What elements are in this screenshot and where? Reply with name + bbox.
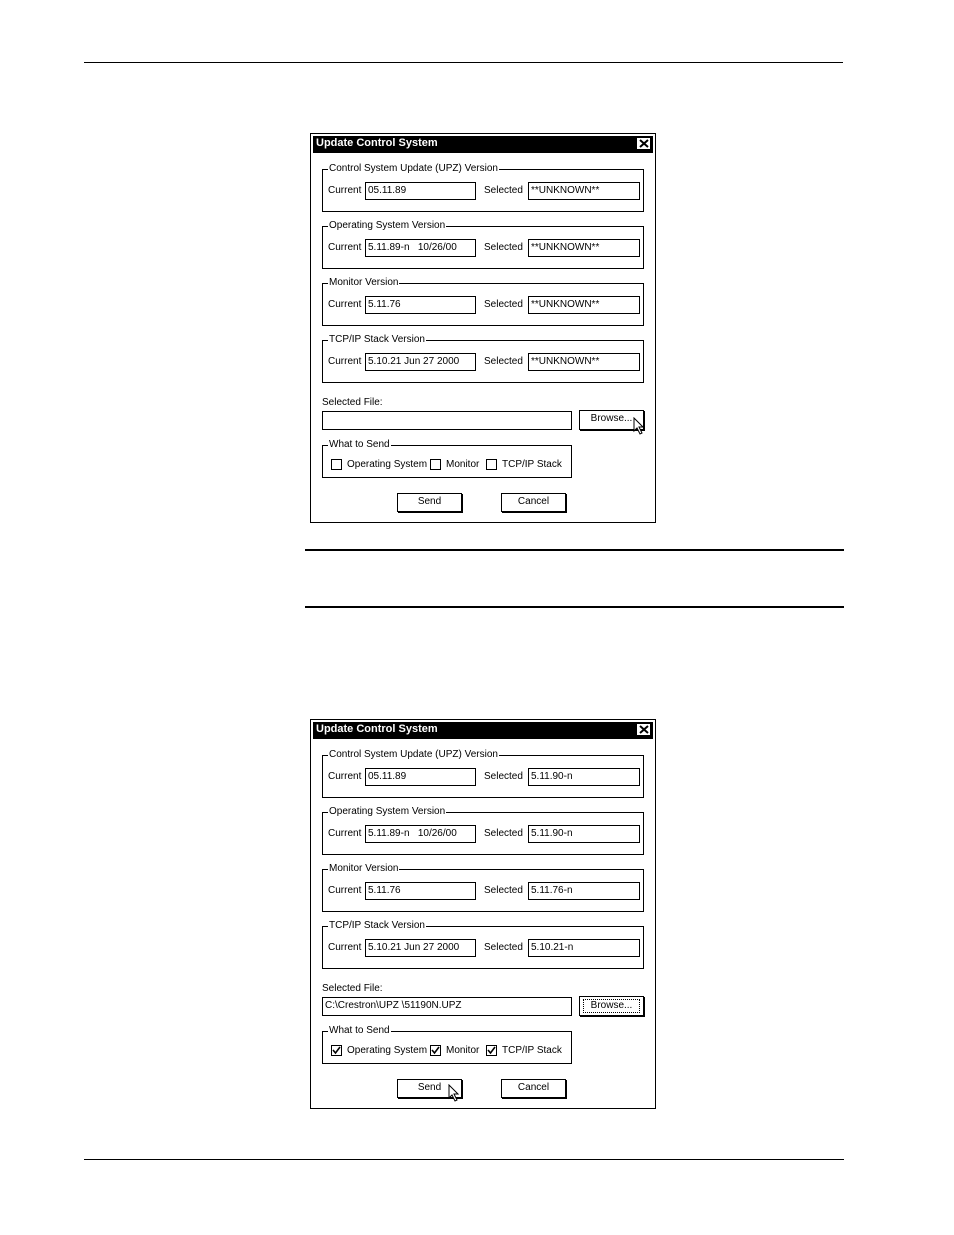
selected-upz-version-field[interactable]: 5.11.90-n xyxy=(528,768,640,786)
group-legend: TCP/IP Stack Version xyxy=(329,920,425,931)
close-button[interactable] xyxy=(637,724,650,735)
upz-version-group xyxy=(322,749,644,798)
checkbox-box[interactable] xyxy=(486,459,497,470)
group-legend: Operating System Version xyxy=(329,806,446,817)
group-legend: Monitor Version xyxy=(329,277,399,288)
os-version-group xyxy=(322,220,644,269)
mouse-cursor-icon xyxy=(448,1084,460,1102)
selected-tcpip-version-field[interactable]: 5.10.21-n xyxy=(528,939,640,957)
selected-tcpip-version-field[interactable]: **UNKNOWN** xyxy=(528,353,640,371)
monitor-version-group xyxy=(322,863,644,912)
current-label: Current xyxy=(328,185,362,196)
current-label: Current xyxy=(328,942,362,953)
os-version-group xyxy=(322,806,644,855)
footer-rule xyxy=(84,1159,844,1160)
update-control-system-dialog xyxy=(310,133,656,523)
header-rule xyxy=(84,62,843,63)
group-legend: Operating System Version xyxy=(329,220,446,231)
checkbox-label: Operating System xyxy=(347,459,428,470)
current-monitor-version-field[interactable]: 5.11.76 xyxy=(365,882,476,900)
current-label: Current xyxy=(328,356,362,367)
group-legend: Monitor Version xyxy=(329,863,399,874)
group-legend: TCP/IP Stack Version xyxy=(329,334,425,345)
selected-os-version-field[interactable]: 5.11.90-n xyxy=(528,825,640,843)
group-legend: What to Send xyxy=(329,1025,390,1036)
dialog-title: Update Control System xyxy=(316,137,438,149)
checkmark-icon xyxy=(431,1046,440,1055)
selected-file-field[interactable] xyxy=(322,411,572,430)
close-icon xyxy=(639,725,649,734)
mouse-cursor-icon xyxy=(633,417,645,435)
checkmark-icon xyxy=(487,1046,496,1055)
tcpip-version-group xyxy=(322,920,644,969)
group-legend: Control System Update (UPZ) Version xyxy=(329,749,498,760)
current-monitor-version-field[interactable]: 5.11.76 xyxy=(365,296,476,314)
checkbox-box[interactable] xyxy=(486,1045,497,1056)
current-label: Current xyxy=(328,299,362,310)
what-to-send-group xyxy=(322,1025,572,1064)
browse-button[interactable] xyxy=(579,996,644,1016)
cancel-button[interactable]: Cancel xyxy=(501,1079,566,1098)
current-os-version-field[interactable]: 5.11.89-n 10/26/00 xyxy=(365,825,476,843)
close-icon xyxy=(639,139,649,148)
selected-label: Selected xyxy=(484,885,523,896)
send-button[interactable]: Send xyxy=(397,1079,462,1098)
checkbox-box[interactable] xyxy=(430,1045,441,1056)
selected-label: Selected xyxy=(484,356,523,367)
selected-monitor-version-field[interactable]: 5.11.76-n xyxy=(528,882,640,900)
upz-version-group xyxy=(322,163,644,212)
current-upz-version-field[interactable]: 05.11.89 xyxy=(365,768,476,786)
dialog-title: Update Control System xyxy=(316,723,438,735)
selected-file-label: Selected File: xyxy=(322,983,383,994)
note-rule-bottom xyxy=(305,606,844,608)
checkbox-label: Monitor xyxy=(446,459,480,470)
note-rule-top xyxy=(305,549,844,551)
what-to-send-group xyxy=(322,439,572,478)
checkbox-label: TCP/IP Stack xyxy=(502,1045,562,1056)
selected-label: Selected xyxy=(484,828,523,839)
current-label: Current xyxy=(328,242,362,253)
send-button[interactable]: Send xyxy=(397,493,462,512)
current-label: Current xyxy=(328,828,362,839)
current-tcpip-version-field[interactable]: 5.10.21 Jun 27 2000 xyxy=(365,939,476,957)
selected-label: Selected xyxy=(484,771,523,782)
title-bar[interactable] xyxy=(313,136,653,153)
current-tcpip-version-field[interactable]: 5.10.21 Jun 27 2000 xyxy=(365,353,476,371)
title-bar[interactable] xyxy=(313,722,653,739)
selected-label: Selected xyxy=(484,942,523,953)
current-label: Current xyxy=(328,771,362,782)
current-upz-version-field[interactable]: 05.11.89 xyxy=(365,182,476,200)
checkbox-label: Operating System xyxy=(347,1045,428,1056)
update-control-system-dialog xyxy=(310,719,656,1109)
selected-label: Selected xyxy=(484,299,523,310)
close-button[interactable] xyxy=(637,138,650,149)
checkmark-icon xyxy=(332,1046,341,1055)
monitor-version-group xyxy=(322,277,644,326)
browse-button-label: Browse... xyxy=(583,999,640,1013)
checkbox-box[interactable] xyxy=(331,1045,342,1056)
browse-button[interactable]: Browse... xyxy=(579,410,644,430)
checkbox-box[interactable] xyxy=(331,459,342,470)
current-label: Current xyxy=(328,885,362,896)
checkbox-label: Monitor xyxy=(446,1045,480,1056)
tcpip-version-group xyxy=(322,334,644,383)
selected-monitor-version-field[interactable]: **UNKNOWN** xyxy=(528,296,640,314)
current-os-version-field[interactable]: 5.11.89-n 10/26/00 xyxy=(365,239,476,257)
selected-os-version-field[interactable]: **UNKNOWN** xyxy=(528,239,640,257)
group-legend: What to Send xyxy=(329,439,390,450)
selected-label: Selected xyxy=(484,185,523,196)
selected-file-label: Selected File: xyxy=(322,397,383,408)
cancel-button[interactable]: Cancel xyxy=(501,493,566,512)
selected-label: Selected xyxy=(484,242,523,253)
checkbox-label: TCP/IP Stack xyxy=(502,459,562,470)
checkbox-box[interactable] xyxy=(430,459,441,470)
selected-upz-version-field[interactable]: **UNKNOWN** xyxy=(528,182,640,200)
selected-file-field[interactable]: C:\Crestron\UPZ \51190N.UPZ xyxy=(322,997,572,1016)
group-legend: Control System Update (UPZ) Version xyxy=(329,163,498,174)
